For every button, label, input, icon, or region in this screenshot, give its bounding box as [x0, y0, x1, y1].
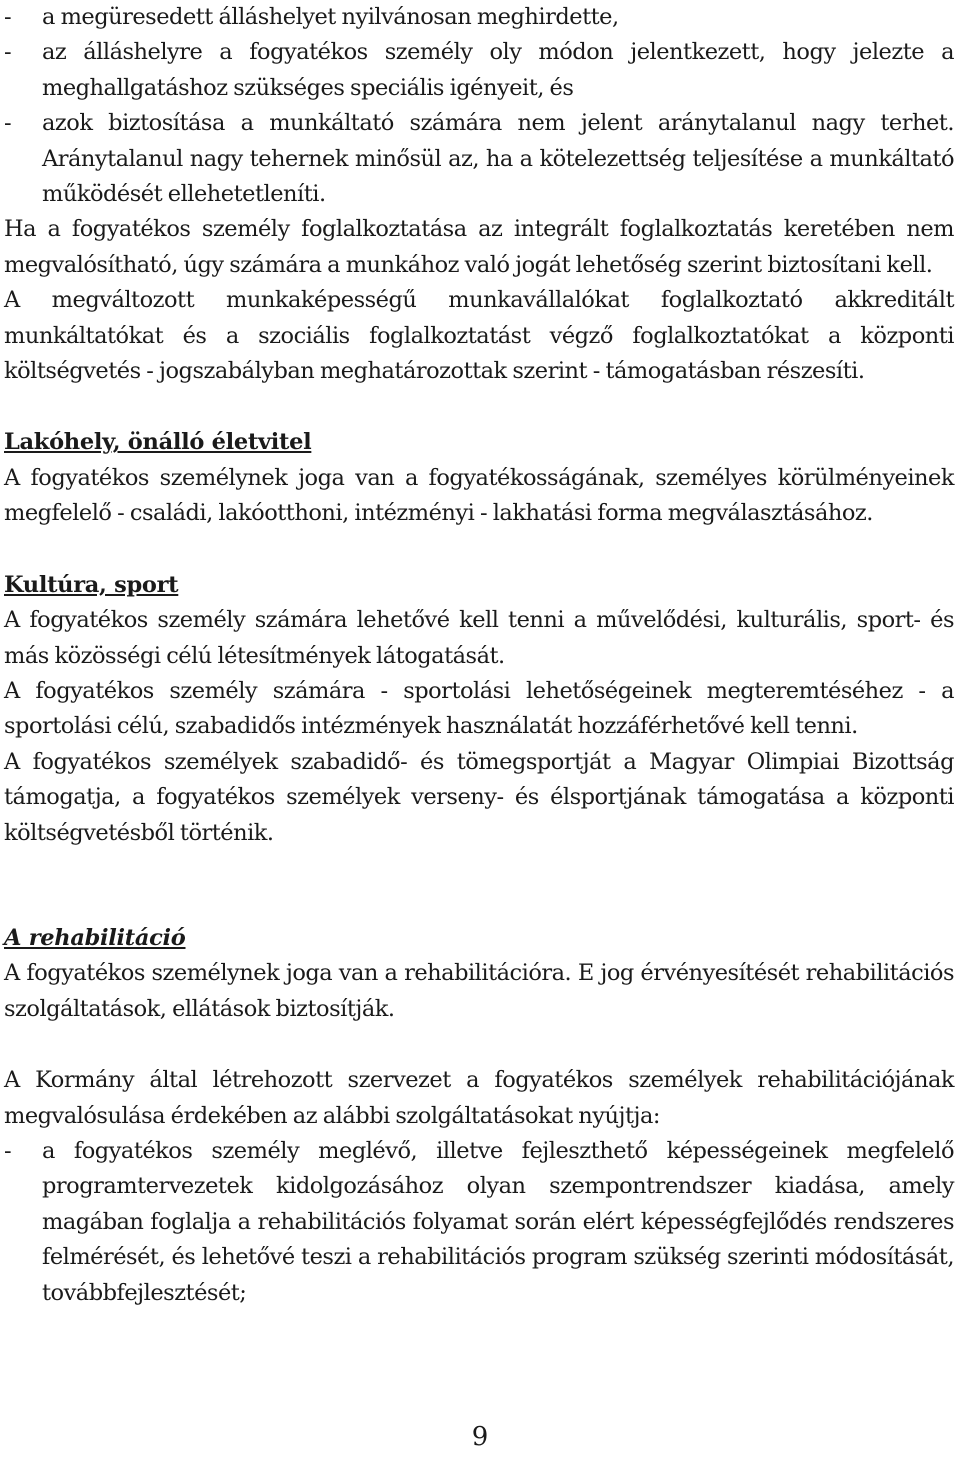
document-page	[4, 0, 954, 1311]
rehab-dash-list	[4, 1134, 954, 1311]
culture-paragraph: A fogyatékos személyek szabadidő- és tömegsportját a Magyar Olimpiai Bizottság támogatja, a fogyatékos személyek verseny- és élsportjának támogatása a központi költségvetésből történik.	[4, 748, 954, 846]
housing-paragraph: A fogyatékos személynek joga van a fogyatékosságának, személyes körülményeinek megfelelő - családi, lakóotthoni, intézményi - lakhatási forma megválasztásához.	[4, 464, 954, 527]
list-item	[4, 1134, 954, 1311]
gov-services-paragraph: A Kormány által létrehozott szervezet a fogyatékos személyek rehabilitációjának megvalósulása érdekében az alábbi szolgáltatásokat nyújtja:	[4, 1067, 954, 1129]
intro-dash-list	[4, 0, 954, 212]
culture-paragraph: A fogyatékos személy számára lehetővé kell tenni a művelődési, kulturális, sport- és más közösségi célú létesítmények látogatását.	[4, 607, 954, 669]
list-item-text: azok biztosítása a munkáltató számára nem jelent aránytalanul nagy terhet. Aránytalanul nagy tehernek minősül az, ha a kötelezettség teljesítése a munkáltató működését ellehetetleníti.	[42, 110, 954, 208]
culture-heading: Kultúra, sport	[4, 571, 179, 598]
list-marker: -	[4, 39, 12, 66]
list-marker: -	[4, 4, 12, 30]
employment-paragraph: Ha a fogyatékos személy foglalkoztatása az integrált foglalkoztatás keretében nem megvalósítható, úgy számára a munkához való jogát lehetőség szerint biztosítani kell.	[4, 216, 954, 278]
employment-support-paragraph: A megváltozott munkaképességű munkavállalókat foglalkoztató akkreditált munkáltatókat és a szociális foglalkoztatást végző foglalkoztatókat a központi költségvetés - jogszabályban meghatározottak szerint - támogatásban részesíti.	[4, 287, 954, 385]
list-item	[4, 106, 954, 212]
list-item	[4, 0, 954, 35]
rehab-paragraph: A fogyatékos személynek joga van a rehabilitációra. E jog érvényesítését rehabilitációs szolgáltatások, ellátások biztosítják.	[4, 960, 954, 1022]
page-number: 9	[471, 1422, 489, 1452]
list-marker: -	[4, 1137, 12, 1164]
list-item-text: a fogyatékos személy meglévő, illetve fejleszthető képességeinek megfelelő programtervezetek kidolgozásához olyan szempontrendszer kiadása, amely magában foglalja a rehabilitációs folyamat során elért képességfejlődés rendszeres felmérését, és lehetővé teszi a rehabilitációs program szükség szerinti módosítását, továbbfejlesztését;	[42, 1137, 954, 1306]
rehab-heading: A rehabilitáció	[4, 924, 186, 951]
culture-paragraph: A fogyatékos személy számára - sportolási lehetőségeinek megteremtéséhez - a sportolási célú, szabadidős intézmények használatát hozzáférhetővé kell tenni.	[4, 677, 954, 740]
list-marker: -	[4, 110, 12, 137]
list-item	[4, 35, 954, 106]
list-item-text: a megüresedett álláshelyet nyilvánosan meghirdette,	[42, 4, 619, 30]
housing-heading: Lakóhely, önálló életvitel	[4, 429, 312, 456]
list-item-text: az álláshelyre a fogyatékos személy oly módon jelentkezett, hogy jelezte a meghallgatáshoz szükséges speciális igényeit, és	[42, 39, 954, 101]
